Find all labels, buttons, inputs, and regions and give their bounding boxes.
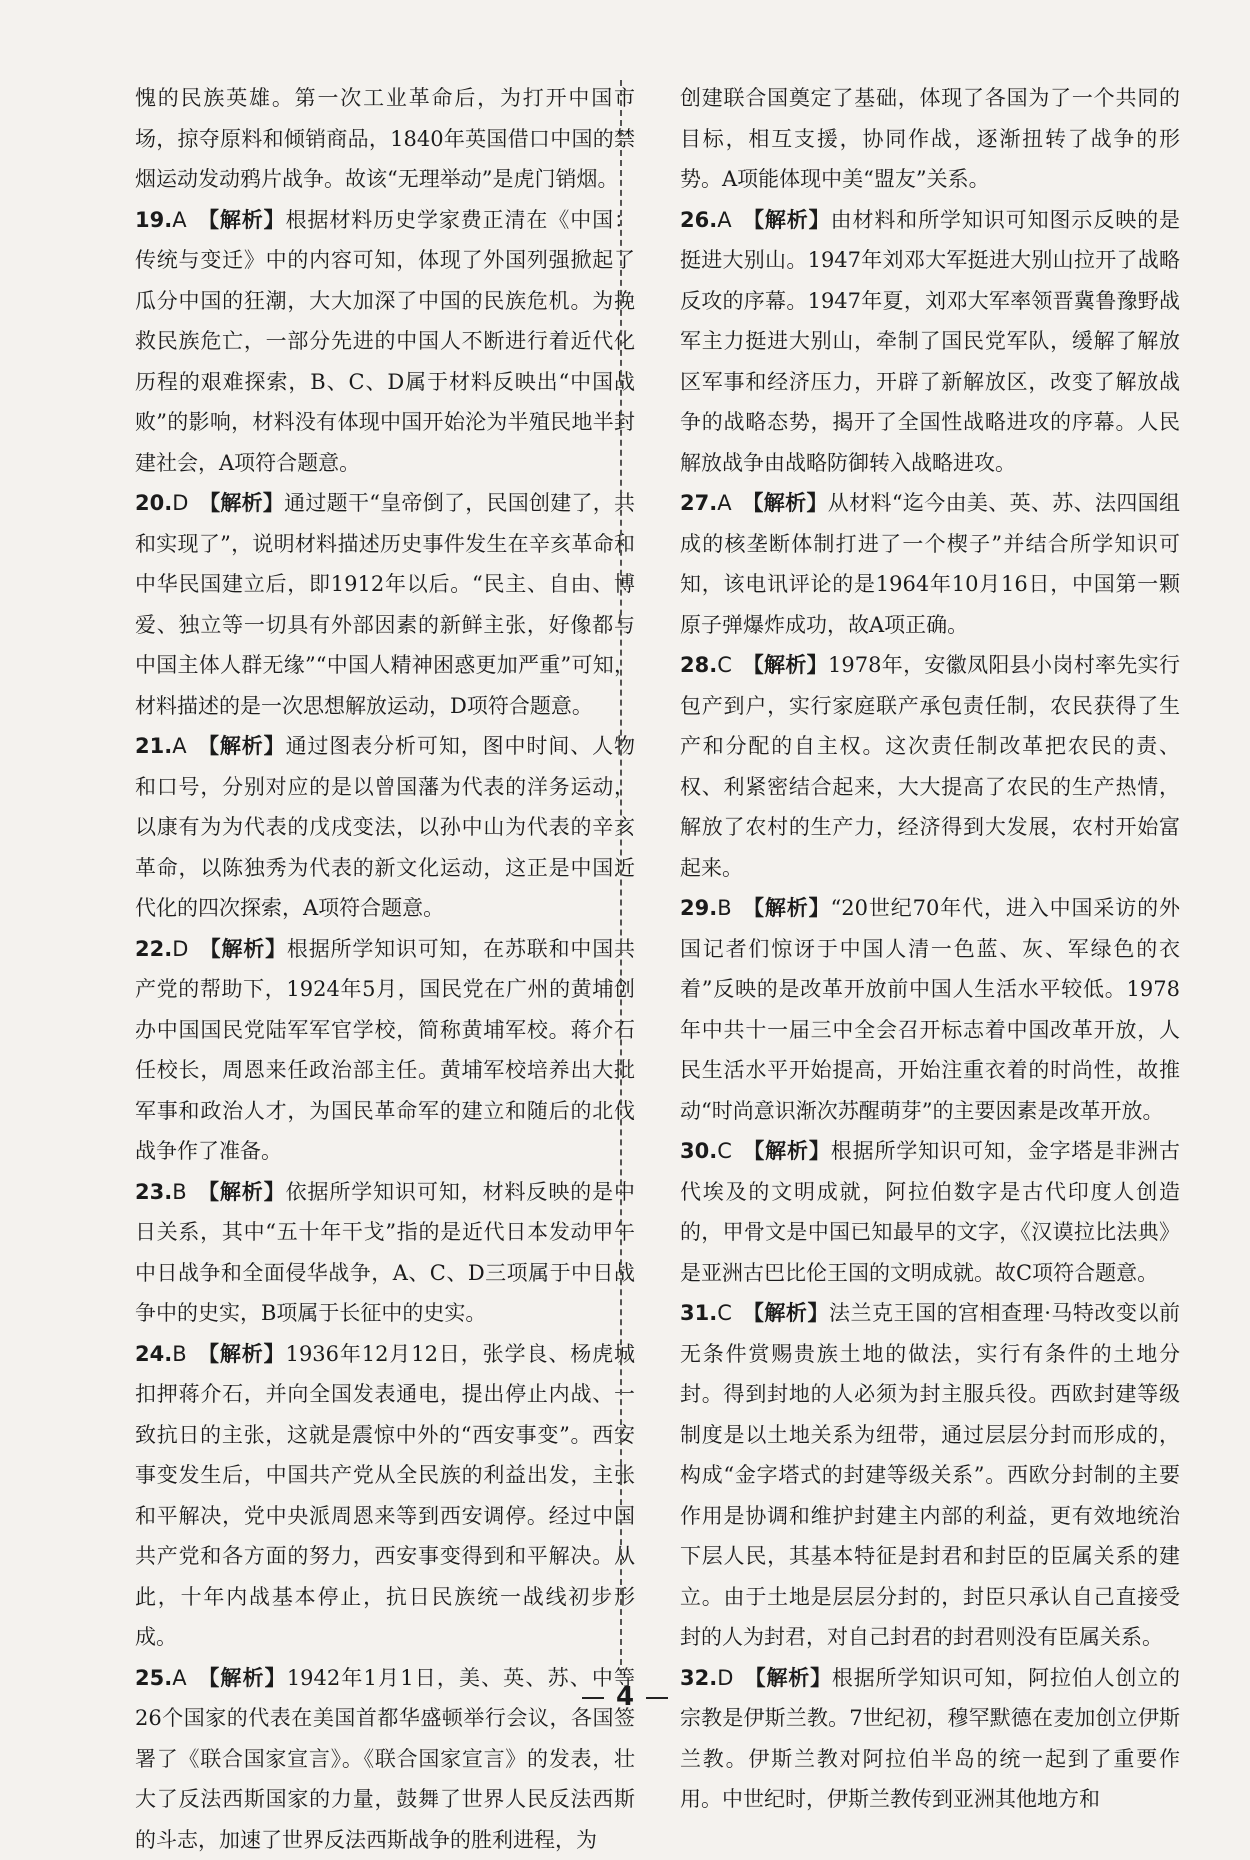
analysis-text: 法兰克王国的宫相查理·马特改变以前无条件赏赐贵族土地的做法，实行有条件的土地分封。得到封地的人必须为封主服兵役。西欧封建等级制度是以土地关系为纽带，通过层层分封而形成的，构成“金字塔式的封建等级关系”。西欧分封制的主要作用是协调和维护封建主内部的利益，更有效地统治下层人民，其基本特征是封君和封臣的臣属关系的建立。由于土地是层层分封的，封臣只承认自己直接受封的人为封君，对自己封君的封君则没有臣属关系。 bbox=[680, 1301, 1180, 1649]
answer-item bbox=[680, 1293, 1180, 1658]
analysis-tag: 【解析】 bbox=[197, 1341, 285, 1366]
item-answer: D bbox=[717, 1666, 733, 1690]
item-number: 22. bbox=[135, 937, 172, 961]
item-answer: A bbox=[717, 208, 731, 232]
analysis-tag: 【解析】 bbox=[197, 1665, 287, 1690]
analysis-text: 依据所学知识可知，材料反映的是中日关系，其中“五十年干戈”指的是近代日本发动甲午中日战争和全面侵华战争，A、C、D三项属于中日战争中的史实，B项属于长征中的史实。 bbox=[135, 1180, 635, 1326]
answer-item bbox=[680, 1131, 1180, 1293]
analysis-text: 1942年1月1日，美、英、苏、中等26个国家的代表在美国首都华盛顿举行会议，各国签署了《联合国家宣言》。《联合国家宣言》的发表，壮大了反法西斯国家的力量，鼓舞了世界人民反法西斯的斗志，加速了世界反法西斯战争的胜利进程，为 bbox=[135, 1666, 635, 1852]
analysis-tag: 【解析】 bbox=[742, 207, 830, 232]
left-column bbox=[135, 78, 635, 1860]
answer-item bbox=[135, 483, 635, 726]
right-items bbox=[680, 200, 1180, 1820]
analysis-text: 1936年12月12日，张学良、杨虎城扣押蒋介石，并向全国发表通电，提出停止内战、一致抗日的主张，这就是震惊中外的“西安事变”。西安事变发生后，中国共产党从全民族的利益出发，主张和平解决，党中央派周恩来等到西安调停。经过中国共产党和各方面的努力，西安事变得到和平解决。从此，十年内战基本停止，抗日民族统一战线初步形成。 bbox=[135, 1342, 635, 1650]
answer-item bbox=[680, 483, 1180, 645]
analysis-text: 从材料“迄今由美、英、苏、法四国组成的核垄断体制打进了一个楔子”并结合所学知识可知，该电讯评论的是1964年10月16日，中国第一颗原子弹爆炸成功，故A项正确。 bbox=[680, 491, 1180, 637]
item-number: 28. bbox=[680, 653, 717, 677]
item-number: 23. bbox=[135, 1180, 172, 1204]
item-number: 19. bbox=[135, 208, 172, 232]
analysis-text: 由材料和所学知识可知图示反映的是挺进大别山。1947年刘邓大军挺进大别山拉开了战略反攻的序幕。1947年夏，刘邓大军率领晋冀鲁豫野战军主力挺进大别山，牵制了国民党军队，缓解了解放区军事和经济压力，开辟了新解放区，改变了解放战争的战略态势，揭开了全国性战略进攻的序幕。人民解放战争由战略防御转入战略进攻。 bbox=[680, 208, 1180, 475]
answer-item bbox=[135, 929, 635, 1172]
item-answer: C bbox=[717, 653, 732, 677]
item-answer: A bbox=[172, 208, 186, 232]
analysis-text: 根据所学知识可知，阿拉伯人创立的宗教是伊斯兰教。7世纪初，穆罕默德在麦加创立伊斯兰教。伊斯兰教对阿拉伯半岛的统一起到了重要作用。中世纪时，伊斯兰教传到亚洲其他地方和 bbox=[680, 1666, 1180, 1812]
analysis-text: 通过题干“皇帝倒了，民国创建了，共和实现了”，说明材料描述历史事件发生在辛亥革命和中华民国建立后，即1912年以后。“民主、自由、博爱、独立等一切具有外部因素的新鲜主张，好像都与中国主体人群无缘”“中国人精神困惑更加严重”可知，材料描述的是一次思想解放运动，D项符合题意。 bbox=[135, 491, 635, 718]
item-number: 20. bbox=[135, 491, 172, 515]
item-answer: D bbox=[172, 937, 188, 961]
item-answer: A bbox=[717, 491, 731, 515]
analysis-tag: 【解析】 bbox=[744, 1665, 832, 1690]
item-number: 32. bbox=[680, 1666, 717, 1690]
analysis-tag: 【解析】 bbox=[742, 490, 828, 515]
answer-item bbox=[680, 200, 1180, 484]
item-number: 31. bbox=[680, 1301, 717, 1325]
item-answer: C bbox=[717, 1301, 732, 1325]
right-column bbox=[680, 78, 1180, 1820]
dash-left bbox=[582, 1697, 604, 1699]
page-footer bbox=[0, 1682, 1250, 1712]
answer-item bbox=[135, 200, 635, 484]
analysis-tag: 【解析】 bbox=[199, 936, 287, 961]
item-number: 30. bbox=[680, 1139, 717, 1163]
left-items bbox=[135, 200, 635, 1860]
analysis-tag: 【解析】 bbox=[742, 895, 830, 920]
item-answer: B bbox=[172, 1180, 186, 1204]
answer-item bbox=[135, 1172, 635, 1334]
item-answer: A bbox=[172, 1666, 186, 1690]
item-answer: B bbox=[172, 1342, 186, 1366]
column-divider bbox=[620, 80, 622, 1675]
item-answer: C bbox=[717, 1139, 732, 1163]
answer-item bbox=[680, 888, 1180, 1131]
analysis-tag: 【解析】 bbox=[197, 207, 285, 232]
item-number: 26. bbox=[680, 208, 717, 232]
analysis-text: 根据所学知识可知，在苏联和中国共产党的帮助下，1924年5月，国民党在广州的黄埔创办中国国民党陆军军官学校，简称黄埔军校。蒋介石任校长，周恩来任政治部主任。黄埔军校培养出大批军事和政治人才，为国民革命军的建立和随后的北伐战争作了准备。 bbox=[135, 937, 635, 1164]
analysis-tag: 【解析】 bbox=[742, 1300, 829, 1325]
analysis-text: 根据材料历史学家费正清在《中国：传统与变迁》中的内容可知，体现了外国列强掀起了瓜分中国的狂潮，大大加深了中国的民族危机。为挽救民族危亡，一部分先进的中国人不断进行着近代化历程的艰难探索，B、C、D属于材料反映出“中国战败”的影响，材料没有体现中国开始沦为半殖民地半封建社会，A项符合题意。 bbox=[135, 208, 635, 475]
item-answer: B bbox=[717, 896, 731, 920]
analysis-tag: 【解析】 bbox=[742, 1138, 830, 1163]
item-number: 25. bbox=[135, 1666, 172, 1690]
analysis-text: “20世纪70年代，进入中国采访的外国记者们惊讶于中国人清一色蓝、灰、军绿色的衣着”反映的是改革开放前中国人生活水平较低。1978年中共十一届三中全会召开标志着中国改革开放，人民生活水平开始提高，开始注重衣着的时尚性，故推动“时尚意识渐次苏醒萌芽”的主要因素是改革开放。 bbox=[680, 896, 1180, 1123]
dash-right bbox=[646, 1697, 668, 1699]
answer-item bbox=[135, 1334, 635, 1658]
left-carry-over: 愧的民族英雄。第一次工业革命后，为打开中国市场，掠夺原料和倾销商品，1840年英国借口中国的禁烟运动发动鸦片战争。故该“无理举动”是虎门销烟。 bbox=[135, 78, 635, 200]
item-number: 27. bbox=[680, 491, 717, 515]
answer-item bbox=[135, 726, 635, 929]
right-carry-over: 创建联合国奠定了基础，体现了各国为了一个共同的目标，相互支援，协同作战，逐渐扭转了战争的形势。A项能体现中美“盟友”关系。 bbox=[680, 78, 1180, 200]
analysis-tag: 【解析】 bbox=[742, 652, 828, 677]
analysis-tag: 【解析】 bbox=[197, 733, 285, 758]
item-number: 29. bbox=[680, 896, 717, 920]
analysis-text: 根据所学知识可知，金字塔是非洲古代埃及的文明成就，阿拉伯数字是古代印度人创造的，甲骨文是中国已知最早的文字，《汉谟拉比法典》是亚洲古巴比伦王国的文明成就。故C项符合题意。 bbox=[680, 1139, 1180, 1285]
analysis-text: 通过图表分析可知，图中时间、人物和口号，分别对应的是以曾国藩为代表的洋务运动，以康有为为代表的戊戌变法，以孙中山为代表的辛亥革命，以陈独秀为代表的新文化运动，这正是中国近代化的四次探索，A项符合题意。 bbox=[135, 734, 635, 920]
item-number: 24. bbox=[135, 1342, 172, 1366]
page-number: 4 bbox=[616, 1682, 634, 1712]
item-number: 21. bbox=[135, 734, 172, 758]
item-answer: D bbox=[172, 491, 188, 515]
analysis-tag: 【解析】 bbox=[199, 490, 284, 515]
analysis-text: 1978年，安徽凤阳县小岗村率先实行包产到户，实行家庭联产承包责任制，农民获得了生产和分配的自主权。这次责任制改革把农民的责、权、利紧密结合起来，大大提高了农民的生产热情，解放了农村的生产力，经济得到大发展，农村开始富起来。 bbox=[680, 653, 1180, 880]
item-answer: A bbox=[172, 734, 186, 758]
analysis-tag: 【解析】 bbox=[197, 1179, 285, 1204]
answer-item bbox=[680, 645, 1180, 888]
